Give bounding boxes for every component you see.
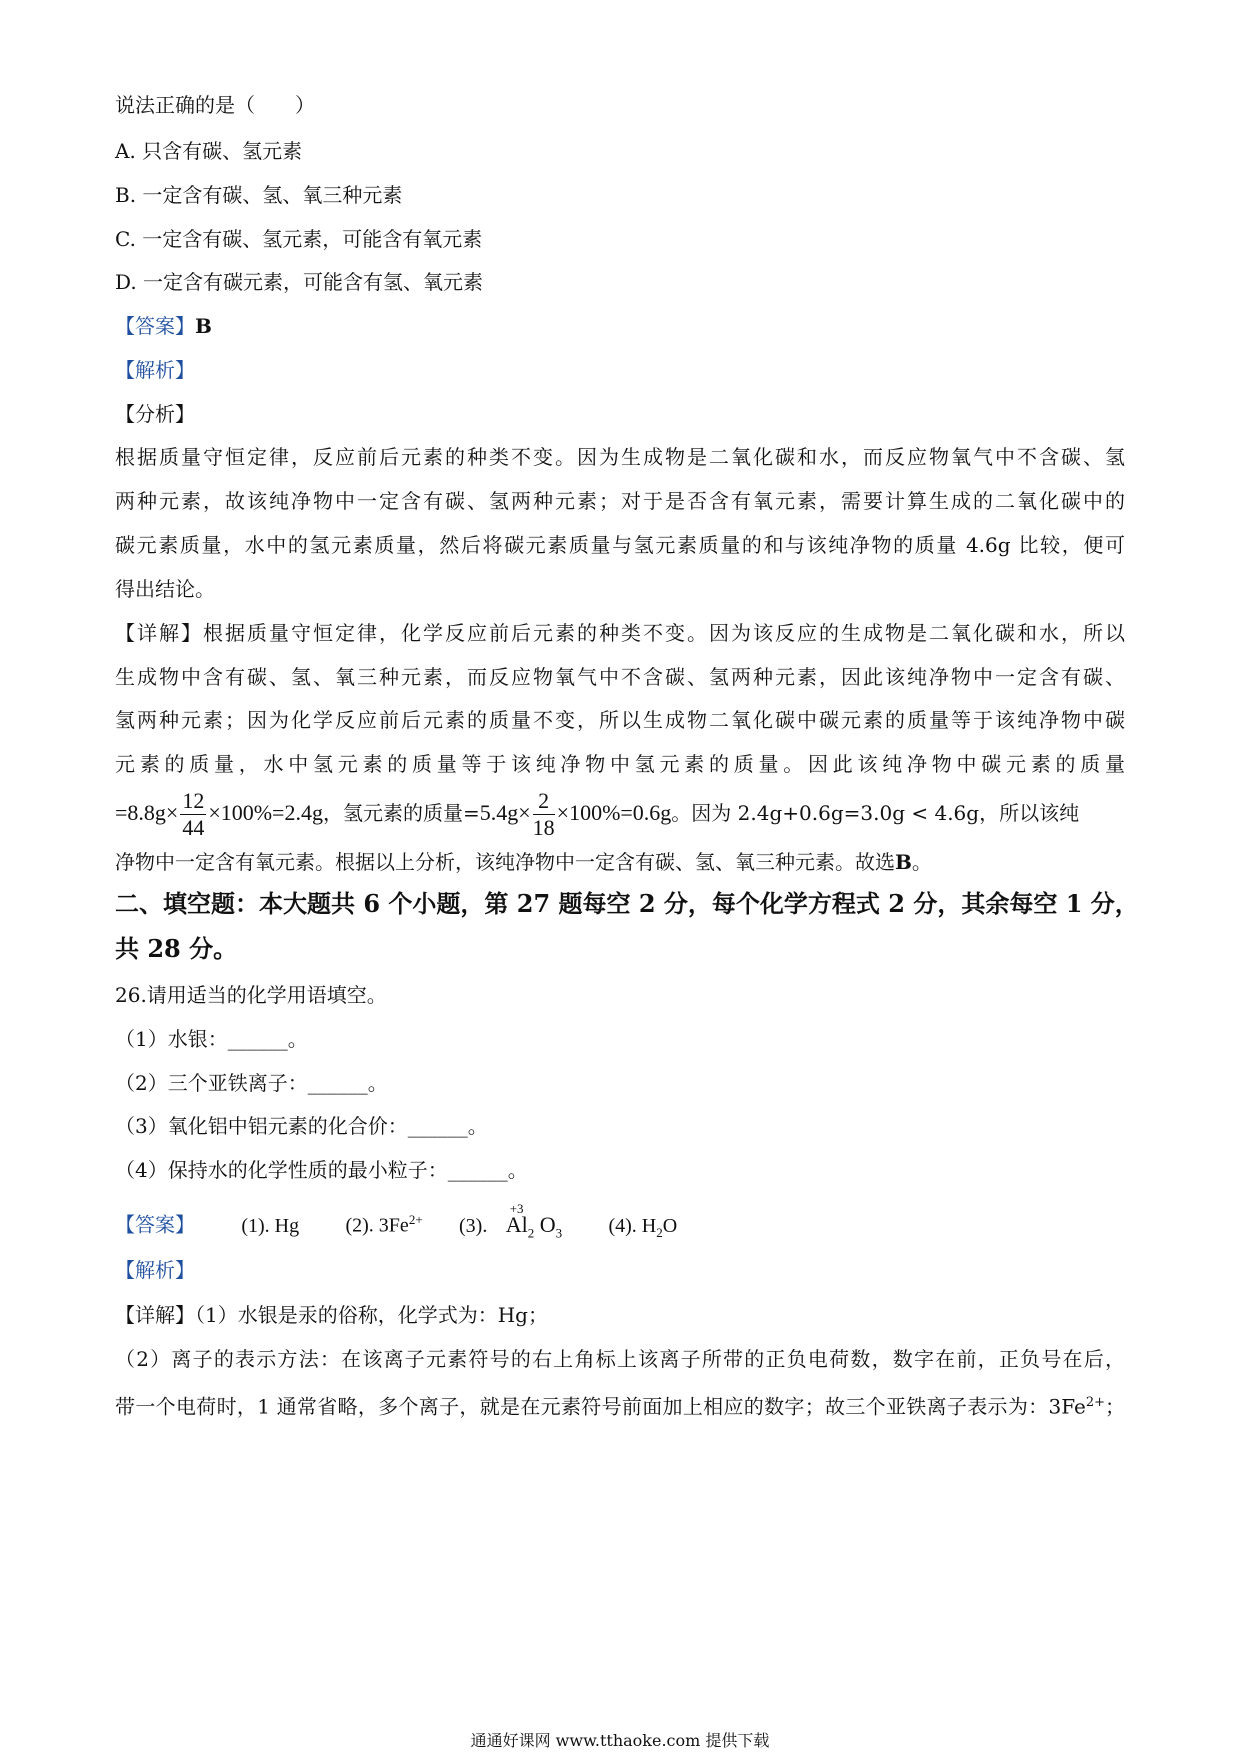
answer-value: B — [195, 314, 212, 338]
answer-26-2 — [345, 1203, 422, 1243]
xiangjie-26-line-2: （2）离子的表示方法：在该离子元素符号的右上角标上该离子所带的正负电荷数，数字在前，正负号在后， — [115, 1347, 1125, 1371]
fraction-denominator: 44 — [182, 815, 205, 840]
answer-26-1: (1). Hg — [241, 1214, 300, 1237]
xiangjie-26-line-3 — [115, 1389, 1125, 1421]
option-c: C. 一定含有碳、氢元素，可能含有氧元素 — [115, 227, 483, 251]
xiangjie-line-2: 生成物中含有碳、氢、氧三种元素，而反应物氧气中不含碳、氢两种元素，因此该纯净物中一定含有碳、 — [115, 665, 1125, 689]
fenxi-line-3: 碳元素质量，水中的氢元素质量，然后将碳元素质量与氢元素质量的和与该纯净物的质量 4.6g 比较，便可 — [115, 533, 1125, 557]
answer-26-4-text: (4). H — [608, 1214, 657, 1237]
jiexi-26-tag: 【解析】 — [115, 1258, 195, 1282]
xiangjie-line-3: 氢两种元素；因为化学反应前后元素的质量不变，所以生成物二氧化碳中碳元素的质量等于该纯净物中碳 — [115, 708, 1125, 732]
question-26: 26.请用适当的化学用语填空。 — [115, 983, 387, 1007]
fenxi-line-2: 两种元素，故该纯净物中一定含有碳、氢两种元素；对于是否含有氧元素，需要计算生成的二氧化碳中的 — [115, 489, 1125, 513]
xiangjie-26-end: ； — [1105, 1394, 1125, 1419]
formula-line — [115, 783, 1079, 843]
question-tail: 说法正确的是（ ） — [115, 93, 315, 117]
xiangjie-line-4: 元素的质量，水中氢元素的质量等于该纯净物中氢元素的质量。因此该纯净物中碳元素的质量 — [115, 752, 1125, 776]
fenxi-line-1: 根据质量守恒定律，反应前后元素的种类不变。因为生成物是二氧化碳和水，而反应物氧气中不含碳、氢 — [115, 445, 1125, 469]
jiexi-tag: 【解析】 — [115, 358, 195, 382]
fraction-numerator: 12 — [182, 788, 205, 813]
question-26-part-3: （3）氧化铝中铝元素的化合价：______。 — [115, 1114, 488, 1138]
xiangjie-tag: 【详解】 — [115, 621, 203, 645]
xiangjie-end: 。 — [911, 850, 932, 874]
xiangjie-answer: B — [895, 850, 912, 874]
xiangjie-26-line-1 — [115, 1301, 548, 1329]
page-footer: 通通好课网 www.tthaoke.com 提供下载 — [470, 1731, 770, 1750]
fraction-12-44 — [180, 788, 206, 841]
formula-tail: 。因为 2.4g+0.6g=3.0g < 4.6g，所以该纯 — [671, 801, 1080, 825]
fraction-numerator: 2 — [533, 788, 555, 815]
section-heading-line-1: 二、填空题：本大题共 6 个小题，第 27 题每空 2 分，每个化学方程式 2 分，其余每空 1 分， — [115, 889, 1139, 918]
formula-part-2: ×100%=2.4g — [208, 800, 323, 825]
question-26-part-4: （4）保持水的化学性质的最小粒子：______。 — [115, 1158, 528, 1182]
fenxi-tag: 【分析】 — [115, 402, 195, 426]
answer-26-line — [115, 1200, 678, 1250]
question-26-part-2: （2）三个亚铁离子：______。 — [115, 1071, 388, 1095]
answer-26-2-text: (2). 3Fe — [345, 1214, 409, 1237]
xiangjie-text-1: 根据质量守恒定律，化学反应前后元素的种类不变。因为该反应的生成物是二氧化碳和水，所以 — [203, 621, 1125, 645]
answer-26-3-label: (3). — [459, 1214, 488, 1237]
answer-26-2-charge: 2+ — [408, 1212, 423, 1227]
fraction-2-18 — [533, 788, 555, 841]
formula-part-4: ×100%=0.6g — [556, 800, 672, 825]
option-b: B. 一定含有碳、氢、氧三种元素 — [115, 183, 403, 207]
oxygen-symbol: O — [539, 1211, 556, 1237]
formula-part-3: 5.4g× — [479, 800, 531, 825]
option-a: A. 只含有碳、氢元素 — [115, 139, 303, 163]
oxidation-state: +3 — [509, 1200, 524, 1216]
answer-tag: 【答案】 — [115, 314, 195, 338]
answer-26-tag: 【答案】 — [115, 1212, 195, 1237]
answer-line — [115, 312, 212, 340]
section-heading-line-2: 共 28 分。 — [115, 934, 238, 963]
aluminum-symbol: Al — [505, 1211, 528, 1237]
xiangjie-26-text-1: （1）水银是汞的俗称，化学式为：Hg； — [195, 1303, 548, 1327]
option-d: D. 一定含有碳元素，可能含有氢、氧元素 — [115, 270, 484, 294]
formula-mid-text: ，氢元素的质量= — [322, 801, 480, 825]
answer-26-3-formula — [505, 1200, 563, 1250]
oxygen-subscript: 3 — [555, 1225, 563, 1241]
xiangjie-26-tag: 【详解】 — [115, 1303, 195, 1327]
fraction-denominator: 18 — [532, 815, 555, 840]
answer-26-4-end: O — [662, 1214, 678, 1237]
xiangjie-26-charge: 2+ — [1085, 1395, 1105, 1410]
aluminum-subscript: 2 — [527, 1225, 535, 1241]
xiangjie-line-6 — [115, 848, 932, 876]
xiangjie-26-text-3: 带一个电荷时，1 通常省略，多个离子，就是在元素符号前面加上相应的数字；故三个亚铁离子表示为：3Fe — [115, 1394, 1086, 1419]
answer-26-4-sub: 2 — [656, 1224, 663, 1240]
fenxi-line-4: 得出结论。 — [115, 577, 215, 601]
question-26-part-1: （1）水银：______。 — [115, 1027, 308, 1051]
answer-26-4 — [608, 1209, 677, 1250]
xiangjie-text-6: 净物中一定含有氧元素。根据以上分析，该纯净物中一定含有碳、氢、氧三种元素。故选 — [115, 850, 895, 874]
xiangjie-line-1 — [115, 619, 1125, 647]
formula-part-1: =8.8g× — [115, 800, 179, 825]
